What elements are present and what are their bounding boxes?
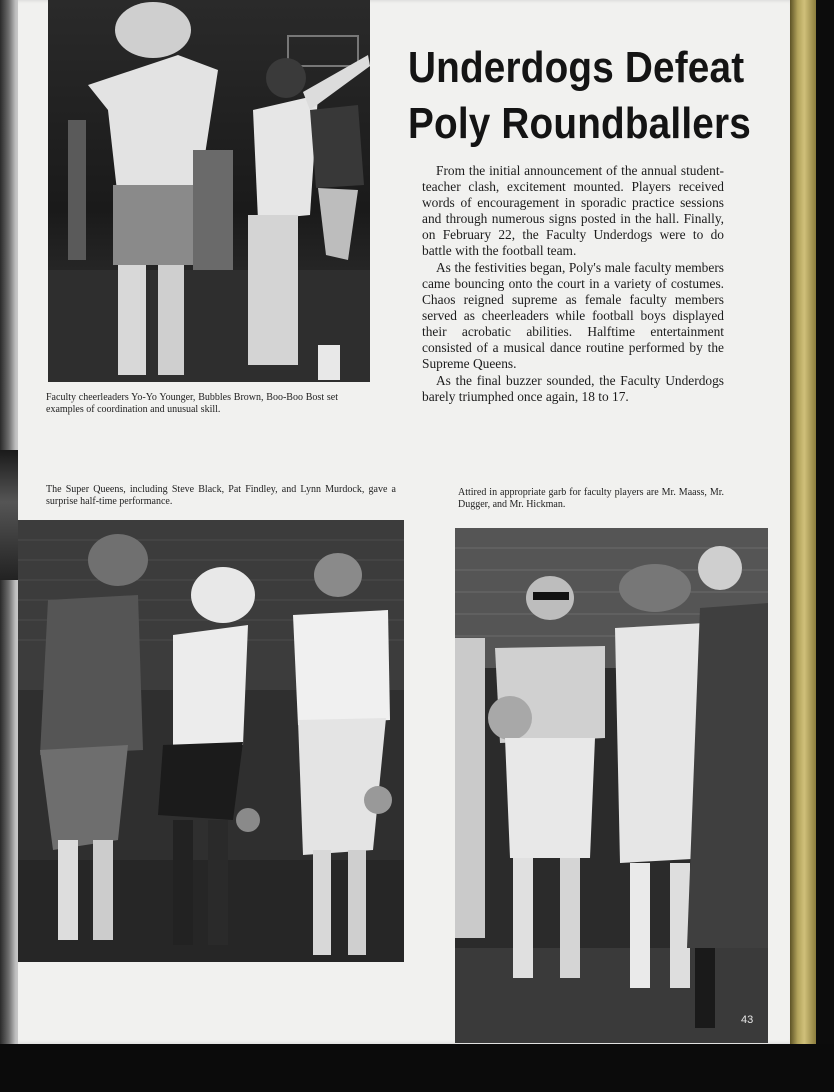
article-paragraph: From the initial announcement of the annual student-teacher clash, excitement mounted. Players received words of encouragement in sporadic practice sessions and through numerous signs posted in the hall. Finally, on February 22, the Faculty Underdogs were to do battle with the football team. bbox=[422, 163, 724, 258]
headline bbox=[408, 40, 751, 152]
page-number: 43 bbox=[741, 1014, 754, 1026]
headline-line-1: Underdogs Defeat bbox=[408, 43, 745, 92]
book-binding bbox=[790, 0, 816, 1044]
scan-bottom-border bbox=[0, 1044, 834, 1092]
super-queens-photo bbox=[18, 520, 404, 962]
faculty-players-photo bbox=[455, 528, 768, 1043]
cheerleaders-photo bbox=[48, 0, 370, 382]
article-paragraph: As the festivities began, Poly's male faculty members came bouncing onto the court in a variety of costumes. Chaos reigned supreme as female faculty members served as cheerleaders while football boys displayed their acrobatic abilities. Halftime entertainment consisted of a musical dance routine performed by the Supreme Queens. bbox=[422, 260, 724, 371]
caption-cheerleaders: Faculty cheerleaders Yo-Yo Younger, Bubbles Brown, Boo-Boo Bost set examples of coordination and unusual skill. bbox=[46, 392, 338, 415]
article-body bbox=[422, 163, 724, 406]
caption-queens: The Super Queens, including Steve Black, Pat Findley, and Lynn Murdock, gave a surprise half-time performance. bbox=[46, 484, 396, 507]
caption-faculty: Attired in appropriate garb for faculty players are Mr. Maass, Mr. Dugger, and Mr. Hickman. bbox=[458, 487, 724, 510]
headline-line-2: Poly Roundballers bbox=[408, 99, 751, 148]
article-paragraph: As the final buzzer sounded, the Faculty Underdogs barely triumphed once again, 18 to 17. bbox=[422, 373, 724, 404]
